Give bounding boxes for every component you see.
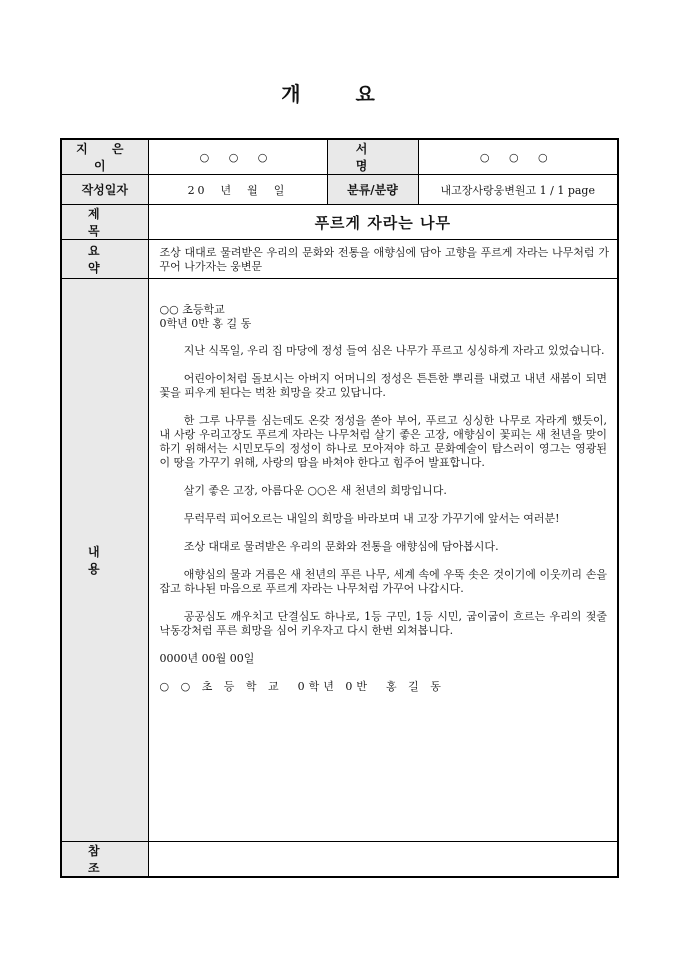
reference-value <box>148 842 618 878</box>
signature-label: 서 명 <box>327 139 418 175</box>
outline-form <box>60 138 619 878</box>
reference-label: 참 조 <box>61 842 148 878</box>
content-date: 0000년 00월 00일 <box>159 652 255 665</box>
author-label: 지 은 이 <box>61 139 148 175</box>
content-school: ○○ 초등학교 <box>159 303 225 316</box>
signature-value: ○ ○ ○ <box>418 139 618 175</box>
content-student: 0학년 0반 홍 길 동 <box>159 317 252 330</box>
date-label: 작성일자 <box>61 175 148 205</box>
summary-label: 요 약 <box>61 240 148 279</box>
author-row <box>61 139 618 175</box>
content-paragraph: 애향심의 물과 거름은 새 천년의 푸른 나무, 세계 속에 우뚝 솟은 것이기에 이웃끼리 손을 잡고 하나된 마음으로 푸르게 자라는 나무처럼 가꾸어 나갑시다. <box>159 568 607 595</box>
summary-value: 조상 대대로 물려받은 우리의 문화와 전통을 애향심에 담아 고향을 푸르게 자라는 나무처럼 가꾸어 나가자는 웅변문 <box>148 240 618 279</box>
content-paragraph: 살기 좋은 고장, 아름다운 ○○은 새 천년의 희망입니다. <box>183 484 447 497</box>
reference-row <box>61 842 618 878</box>
date-value: 20 년 월 일 <box>148 175 327 205</box>
content-label: 내 용 <box>61 279 148 842</box>
content-paragraph: 공공심도 깨우치고 단결심도 하나로, 1등 구민, 1등 시민, 굽이굽이 흐르는 우리의 젖줄 낙동강처럼 푸른 희망을 심어 키우자고 다시 한번 외쳐봅니다. <box>159 610 607 637</box>
subject-label: 제 목 <box>61 205 148 240</box>
content-paragraph: 지난 식목일, 우리 집 마당에 정성 들여 심은 나무가 푸르고 싱싱하게 자라고 있었습니다. <box>183 344 605 357</box>
content-paragraph: 어린아이처럼 돌보시는 아버지 어머니의 정성은 튼튼한 뿌리를 내렸고 내년 새봄이 되면 꽃을 피우게 된다는 벅찬 희망을 갖고 있답니다. <box>159 372 607 399</box>
content-paragraph: 무럭무럭 피어오르는 내일의 희망을 바라보며 내 고장 가꾸기에 앞서는 여러분! <box>183 512 560 525</box>
subject-row <box>61 205 618 240</box>
content-body <box>148 279 618 842</box>
content-paragraph: 한 그루 나무를 심는데도 온갖 정성을 쏟아 부어, 푸르고 싱싱한 나무로 자라게 했듯이, 내 사랑 우리고장도 푸르게 자라는 나무처럼 살기 좋은 고장, 애향심이 꽃피는 새 천년을 맞이하기 위해서는 시민모두의 정성이 하나로 모아져야 하고 문화예술이 탐스러이 영그는 영광된 이 땅을 가꾸기 위해, 사랑의 땀을 바쳐야 한다고 힘주어 발표합니다. <box>159 414 607 469</box>
category-value: 내고장사랑웅변원고 1 / 1 page <box>418 175 618 205</box>
summary-row <box>61 240 618 279</box>
page-title: 개 요 <box>281 82 399 106</box>
content-signature: ○ ○ 초 등 학 교 0학년 0반 홍 길 동 <box>159 680 445 693</box>
category-label: 분류/분량 <box>327 175 418 205</box>
content-row <box>61 279 618 842</box>
subject-value: 푸르게 자라는 나무 <box>148 205 618 240</box>
content-paragraph: 조상 대대로 물려받은 우리의 문화와 전통을 애향심에 담아봅시다. <box>183 540 499 553</box>
date-row <box>61 175 618 205</box>
author-value: ○ ○ ○ <box>148 139 327 175</box>
